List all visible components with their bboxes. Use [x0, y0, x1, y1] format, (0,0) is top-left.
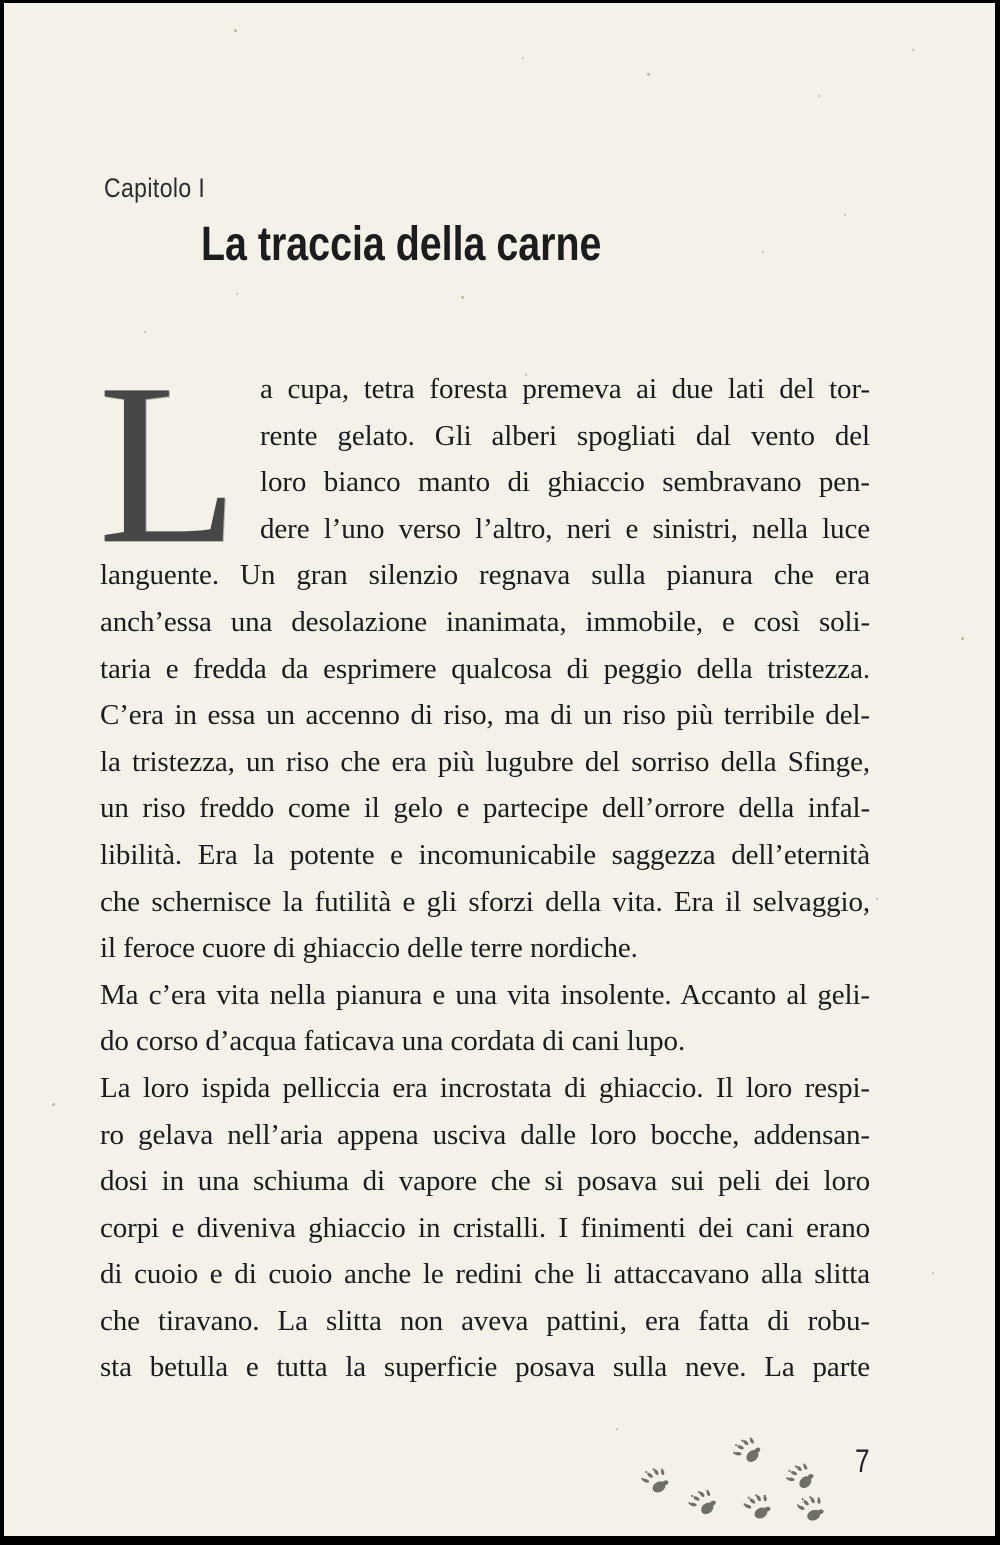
body-text-line: dosi in una schiuma di vapore che si posava sui peli dei loro: [100, 1165, 870, 1198]
body-text-line: loro bianco manto di ghiaccio sembravano pen-: [260, 466, 870, 499]
scan-speckle: [818, 95, 820, 97]
body-text-line: do corso d’acqua faticava una cordata di cani lupo.: [100, 1025, 686, 1058]
scan-speckle: [396, 1236, 398, 1238]
body-text-line: languente. Un gran silenzio regnava sulla pianura che era: [100, 559, 870, 592]
body-text-line: corpi e diveniva ghiaccio in cristalli. I finimenti dei cani erano: [100, 1211, 870, 1244]
body-text-line: rente gelato. Gli alberi spogliati dal vento del: [260, 419, 870, 452]
body-text-line: la tristezza, un riso che era più lugubre del sorriso della Sfinge,: [100, 745, 870, 778]
page-number: 7: [855, 1443, 870, 1479]
body-text-line: un riso freddo come il gelo e partecipe dell’orrore della infal-: [100, 792, 870, 825]
scan-speckle: [234, 29, 237, 32]
body-text-line: anch’essa una desolazione inanimata, immobile, e così soli-: [100, 605, 870, 638]
scan-speckle: [961, 637, 964, 640]
body-text-line: La loro ispida pelliccia era incrostata di ghiaccio. Il loro respi-: [100, 1071, 870, 1104]
body-text-line: di cuoio e di cuoio anche le redini che li attaccavano alla slitta: [100, 1258, 870, 1291]
paw-print-icon: [739, 1492, 777, 1530]
scan-speckle: [844, 214, 846, 216]
scan-speckle: [144, 331, 146, 333]
paw-print-icon: [686, 1489, 722, 1525]
scan-speckle: [236, 293, 238, 295]
body-text-line: che tiravano. La slitta non aveva pattini, era fatta di robu-: [100, 1304, 870, 1337]
paw-print-icon: [729, 1435, 768, 1474]
body-text-line: a cupa, tetra foresta premeva ai due lati del tor-: [260, 373, 870, 405]
scan-speckle: [616, 1428, 618, 1430]
scan-speckle: [932, 1272, 934, 1274]
scan-speckle: [525, 374, 527, 376]
scan-speckle: [912, 49, 914, 51]
scan-speckle: [52, 1103, 55, 1106]
scan-speckle: [762, 251, 764, 253]
scan-speckle: [522, 57, 524, 59]
chapter-title: La traccia della carne: [201, 218, 602, 271]
body-text-line: taria e fredda da esprimere qualcosa di peggio della tristezza.: [100, 652, 870, 685]
drop-cap: L: [98, 336, 239, 591]
paw-print-icon: [791, 1493, 831, 1533]
body-text-line: che schernisce la futilità e gli sforzi della vita. Era il selvaggio,: [100, 885, 870, 918]
body-text-line: ro gelava nell’aria appena usciva dalle loro bocche, addensan-: [100, 1118, 870, 1151]
paw-print-icon: [783, 1462, 821, 1500]
scan-speckle: [647, 73, 650, 76]
body-text-line: sta betulla e tutta la superficie posava sulla neve. La parte: [100, 1351, 870, 1384]
body-text-line: C’era in essa un accenno di riso, ma di un riso più terribile del-: [100, 699, 870, 732]
body-text-line: dere l’uno verso l’altro, neri e sinistri, nella luce: [260, 512, 870, 545]
body-text-line: il feroce cuore di ghiaccio delle terre nordiche.: [100, 932, 638, 965]
body-text-line: libilità. Era la potente e incomunicabile saggezza dell’eternità: [100, 838, 870, 871]
paw-print-icon: [637, 1466, 674, 1503]
scan-speckle: [461, 296, 464, 299]
body-text-line: Ma c’era vita nella pianura e una vita insolente. Accanto al geli-: [100, 978, 870, 1011]
scan-speckle: [876, 898, 878, 900]
body-text: [98, 336, 870, 1391]
chapter-label: Capitolo I: [104, 173, 206, 203]
